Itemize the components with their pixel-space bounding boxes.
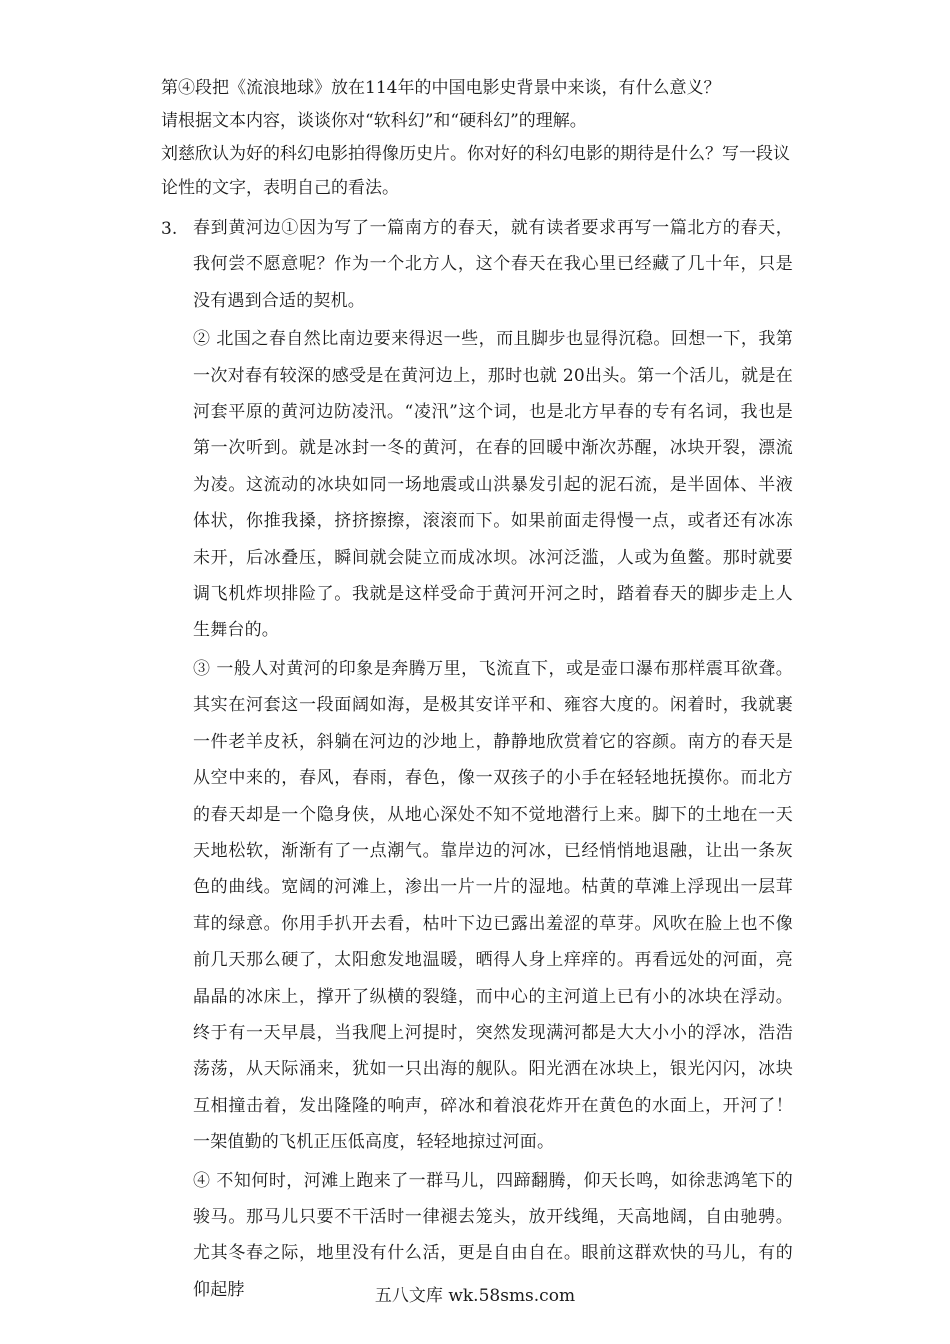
article-body <box>193 210 793 1310</box>
paragraph-2: ② 北国之春自然比南边要来得迟一些，而且脚步也显得沉稳。回想一下，我第一次对春有较深的感受是在黄河边上，那时也就 20出头。第一个活儿，就是在河套平原的黄河边防凌汛。“凌汛”这个词，也是北方早春的专有名词，我也是第一次听到。就是冰封一冬的黄河，在春的回暖中渐次苏醒，冰块开裂，漂流为凌。这流动的冰块如同一场地震或山洪暴发引起的泥石流，是半固体、半液体状，你推我搡，挤挤擦擦，滚滚而下。如果前面走得慢一点，或者还有冰冻未开，后冰叠压，瞬间就会陡立而成冰坝。冰河泛滥，人或为鱼鳖。那时就要调飞机炸坝排险了。我就是这样受命于黄河开河之时，踏着春天的脚步走上人生舞台的。 <box>193 329 793 641</box>
paragraph-4: ④ 不知何时，河滩上跑来了一群马儿，四蹄翻腾，仰天长鸣，如徐悲鸿笔下的骏马。那马儿只要不干活时一律褪去笼头，放开线绳，天高地阔，自由驰骋。尤其冬春之际，地里没有什么活，更是自由自在。眼前这群欢快的马儿，有的仰起脖 <box>193 1170 793 1300</box>
paragraph-1: 春到黄河边①因为写了一篇南方的春天，就有读者要求再写一篇北方的春天，我何尝不愿意呢？作为一个北方人，这个春天在我心里已经藏了几十年，只是没有遇到合适的契机。 <box>193 218 793 311</box>
paragraph-3: ③ 一般人对黄河的印象是奔腾万里，飞流直下，或是壶口瀑布那样震耳欲聋。其实在河套这一段面阔如海，是极其安详平和、雍容大度的。闲着时，我就裹一件老羊皮袄，斜躺在河边的沙地上，静静地欣赏着它的容颜。南方的春天是从空中来的，春风，春雨，春色，像一双孩子的小手在轻轻地抚摸你。而北方的春天却是一个隐身侠，从地心深处不知不觉地潜行上来。脚下的土地在一天天地松软，渐渐有了一点潮气。靠岸边的河冰，已经悄悄地退融，让出一条灰色的曲线。宽阔的河滩上，渗出一片一片的湿地。枯黄的草滩上浮现出一层茸茸的绿意。你用手扒开去看，枯叶下边已露出羞涩的草芽。风吹在脸上也不像前几天那么硬了，太阳愈发地温暖，晒得人身上痒痒的。再看远处的河面，亮晶晶的冰床上，撑开了纵横的裂缝，而中心的主河道上已有小的冰块在浮动。终于有一天早晨，当我爬上河提时，突然发现满河都是大大小小的浮冰，浩浩荡荡，从天际涌来，犹如一只出海的舰队。阳光洒在冰块上，银光闪闪，冰块互相撞击着，发出隆隆的响声，碎冰和着浪花炸开在黄色的水面上，开河了！一架值勤的飞机正压低高度，轻轻地掠过河面。 <box>193 658 793 1153</box>
item-number: 3. <box>161 219 178 239</box>
question-line-2: 请根据文本内容，谈谈你对“软科幻”和“硬科幻”的理解。 <box>161 111 587 131</box>
question-line-3b: 论性的文字，表明自己的看法。 <box>161 178 399 198</box>
footer-watermark: 五八文库 wk.58sms.com <box>374 1286 576 1306</box>
question-line-1: 第④段把《流浪地球》放在114年的中国电影史背景中来谈，有什么意义？ <box>161 78 721 98</box>
question-line-3a: 刘慈欣认为好的科幻电影拍得像历史片。你对好的科幻电影的期待是什么？写一段议 <box>161 144 790 164</box>
